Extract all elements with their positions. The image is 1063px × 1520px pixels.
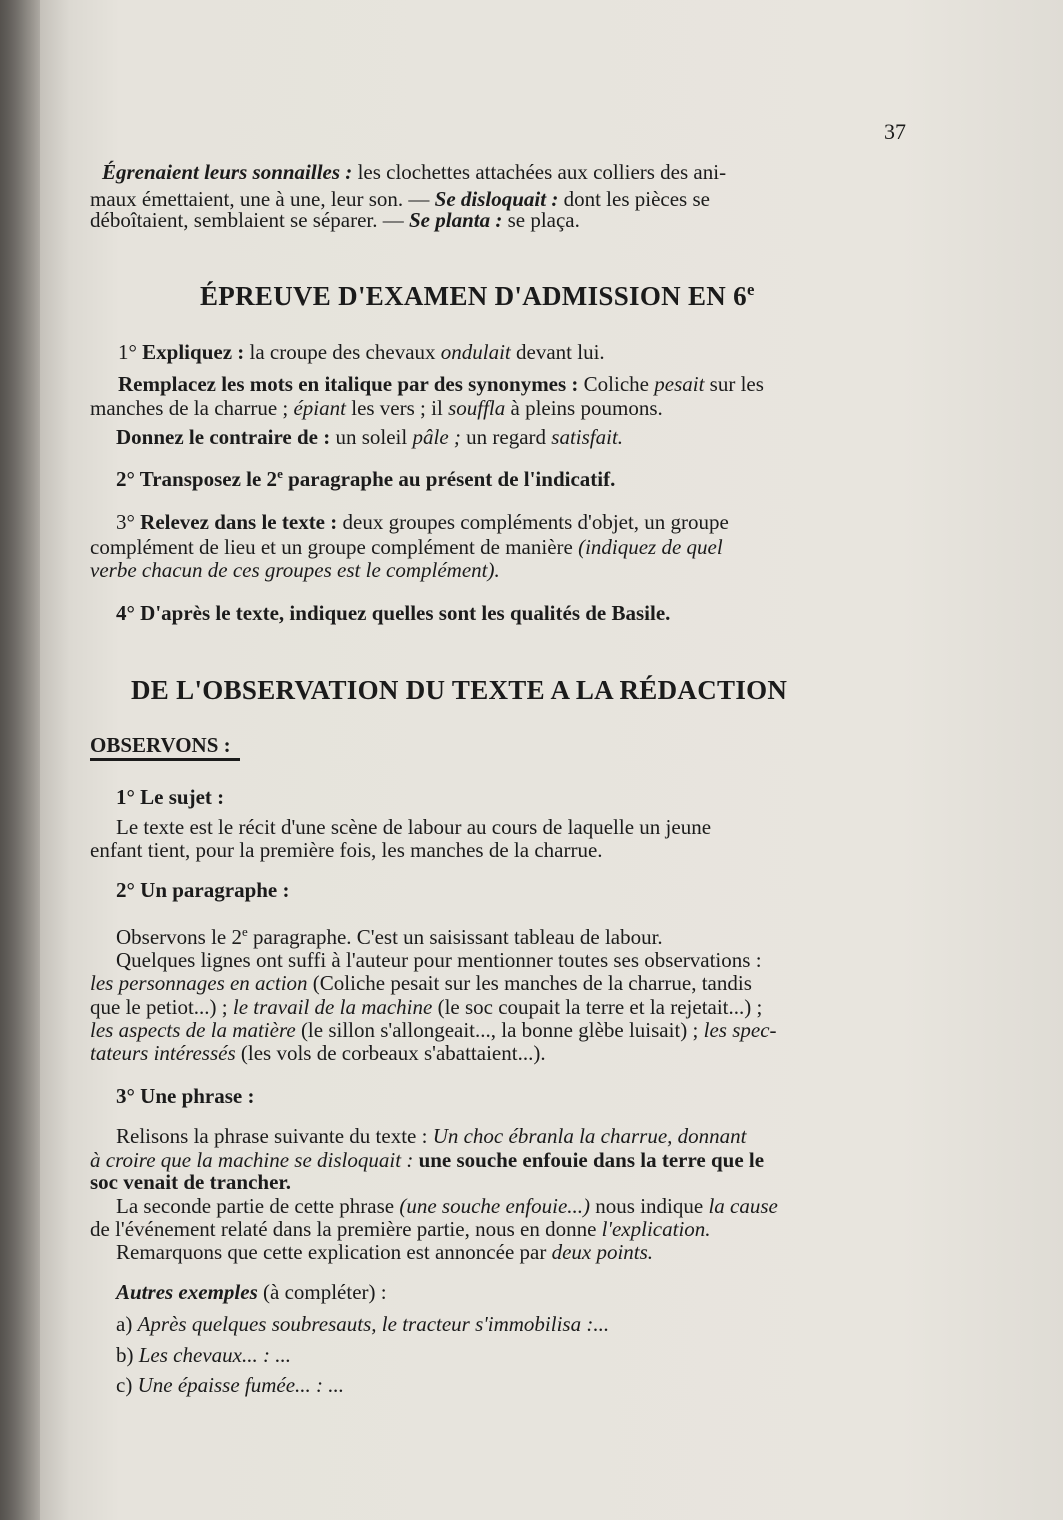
exam-question-4: 4° D'après le texte, indiquez quelles sont les qualités de Basile. xyxy=(116,601,671,625)
section-3-line-6: Remarquons que cette explication est annoncée par deux points. xyxy=(116,1240,654,1264)
exam-question-1b-line-2: manches de la charrue ; épiant les vers ; il souffla à pleins poumons. xyxy=(90,396,663,420)
section-2-line-3: les personnages en action (Coliche pesait sur les manches de la charrue, tandis xyxy=(90,971,752,995)
section-1-line-1: Le texte est le récit d'une scène de labour au cours de laquelle un jeune xyxy=(116,815,712,839)
section-3-line-2: à croire que la machine se disloquait : une souche enfouie dans la terre que le xyxy=(90,1148,765,1172)
section-1-line-2: enfant tient, pour la première fois, les manches de la charrue. xyxy=(90,838,603,862)
vocab-term: Égrenaient leurs sonnailles : xyxy=(102,160,353,184)
exam-question-3-line-3: verbe chacun de ces groupes est le complément). xyxy=(90,558,500,582)
section-2-title: 2° Un paragraphe : xyxy=(116,878,290,902)
section-2-line-6: tateurs intéressés (les vols de corbeaux s'abattaient...). xyxy=(90,1041,546,1065)
vocab-line-1: Égrenaient leurs sonnailles : les clochettes attachées aux colliers des ani- xyxy=(102,160,727,184)
exam-heading: ÉPREUVE D'EXAMEN D'ADMISSION EN 6e xyxy=(200,280,755,311)
section-2-line-4: que le petiot...) ; le travail de la machine (le soc coupait la terre et la rejetait...) ; xyxy=(90,995,763,1019)
vocab-line-2: maux émettaient, une à une, leur son. — Se disloquait : dont les pièces se xyxy=(90,187,710,211)
example-a: a) Après quelques soubresauts, le tracteur s'immobilisa :... xyxy=(116,1312,610,1336)
exam-question-1c: Donnez le contraire de : un soleil pâle ; un regard satisfait. xyxy=(116,425,624,449)
examples-heading: Autres exemples (à compléter) : xyxy=(116,1280,387,1304)
observons-underline xyxy=(90,758,240,761)
exam-question-3: 3° Relevez dans le texte : deux groupes compléments d'objet, un groupe xyxy=(116,510,729,534)
exam-question-3-line-2: complément de lieu et un groupe complément de manière (indiquez de quel xyxy=(90,535,723,559)
section-2-line-5: les aspects de la matière (le sillon s'allongeait..., la bonne glèbe luisait) ; les spec- xyxy=(90,1018,777,1042)
example-c: c) Une épaisse fumée... : ... xyxy=(116,1373,345,1397)
observons-heading: OBSERVONS : xyxy=(90,733,231,757)
section-3-line-3: soc venait de trancher. xyxy=(90,1170,292,1194)
section-3-line-5: de l'événement relaté dans la première partie, nous en donne l'explication. xyxy=(90,1217,711,1241)
section-3-title: 3° Une phrase : xyxy=(116,1084,255,1108)
section-2-line-1: Observons le 2e paragraphe. C'est un saisissant tableau de labour. xyxy=(116,924,663,949)
section-3-line-4: La seconde partie de cette phrase (une souche enfouie...) nous indique la cause xyxy=(116,1194,778,1218)
section-3-line-1: Relisons la phrase suivante du texte : Un choc ébranla la charrue, donnant xyxy=(116,1124,747,1148)
exam-question-1: 1° Expliquez : la croupe des chevaux ondulait devant lui. xyxy=(118,340,605,364)
vocab-line-3: déboîtaient, semblaient se séparer. — Se planta : se plaça. xyxy=(90,208,580,232)
section-2-line-2: Quelques lignes ont suffi à l'auteur pour mentionner toutes ses observations : xyxy=(116,948,762,972)
exam-question-1b: Remplacez les mots en italique par des synonymes : Coliche pesait sur les xyxy=(118,372,764,396)
vocab-term: Se disloquait : xyxy=(434,187,559,211)
section-1-title: 1° Le sujet : xyxy=(116,785,225,809)
vocab-term: Se planta : xyxy=(408,208,503,232)
example-b: b) Les chevaux... : ... xyxy=(116,1343,291,1367)
page-number: 37 xyxy=(884,119,906,144)
book-spine-shadow xyxy=(0,0,40,1520)
exam-question-2: 2° Transposez le 2e paragraphe au présent de l'indicatif. xyxy=(116,466,616,491)
redaction-heading: DE L'OBSERVATION DU TEXTE A LA RÉDACTION xyxy=(131,675,788,705)
